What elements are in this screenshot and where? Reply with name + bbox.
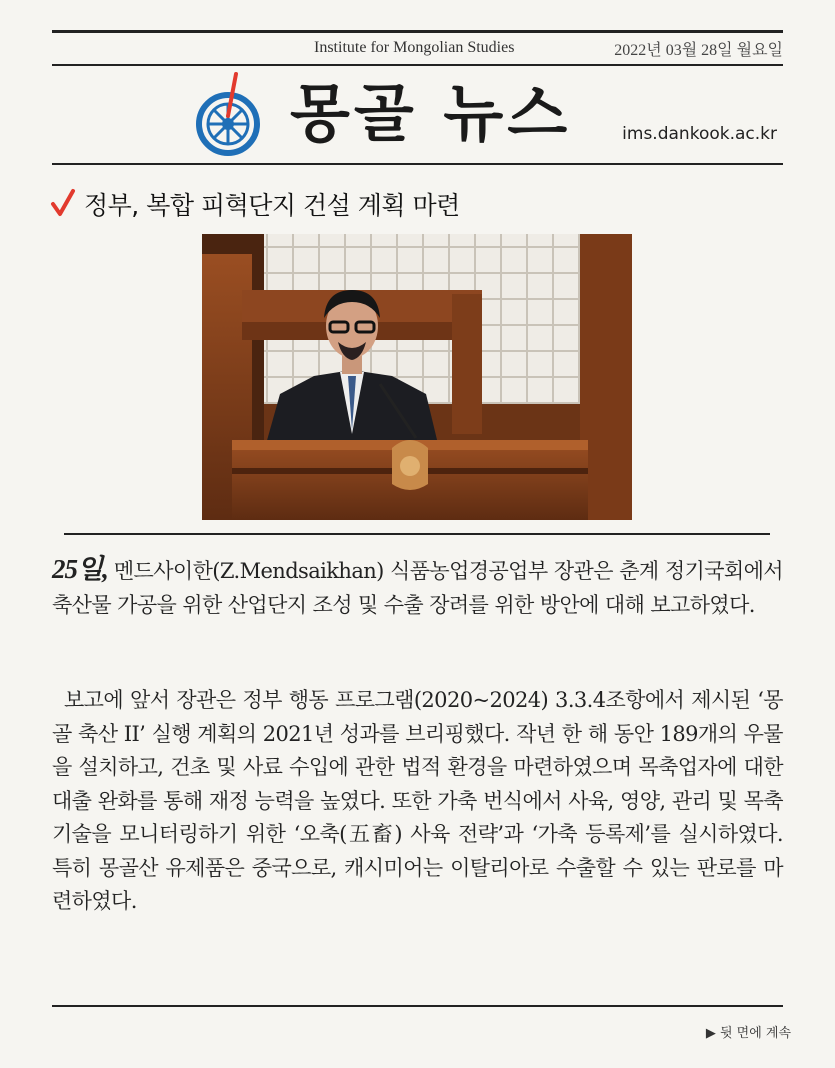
headline-text: 정부, 복합 피혁단지 건설 계획 마련 xyxy=(84,191,460,220)
masthead-top-rule xyxy=(52,64,783,66)
paper-title: 몽골 뉴스 xyxy=(290,77,572,150)
article-paragraph-1 xyxy=(52,553,783,622)
article-paragraph-2: 보고에 앞서 장관은 정부 행동 프로그램(2020~2024) 3.3.4조항에서 제시된 ‘몽골 축산 II’ 실행 계획의 2021년 성과를 브리핑했다. 작년 한 해 동안 189개의 우물을 설치하고, 건초 및 사료 수입에 관한 법적 환경을 마련하였으며 목축업자에 대한 대출 완화를 통해 재정 능력을 높였다. 또한 가축 번식에서 사육, 영양, 관리 및 목축 기술을 모니터링하기 위한 ‘오축(五畜) 사육 전략’과 ‘가축 등록제’를 실시하였다. 특히 몽골산 유제품은 중국으로, 캐시미어는 이탈리아로 수출할 수 있는 판로를 마련하였다. xyxy=(52,688,783,913)
headline xyxy=(50,184,790,224)
site-url[interactable]: ims.dankook.ac.kr xyxy=(622,124,777,144)
logo-wheel-icon xyxy=(192,70,264,158)
top-rule xyxy=(52,30,783,33)
article-photo xyxy=(202,234,632,520)
lead-date: 25일, xyxy=(52,554,108,584)
checkmark-icon xyxy=(50,188,76,218)
photo-illustration xyxy=(202,234,632,520)
top-meta-bar xyxy=(52,37,783,61)
paragraph-1-text: 멘드사이한(Z.Mendsaikhan) 식품농업경공업부 장관은 춘계 정기국회에서 축산물 가공을 위한 산업단지 조성 및 수출 장려를 위한 방안에 대해 보고하였다. xyxy=(52,559,783,617)
continue-note: ▶ 뒷 면에 계속 xyxy=(705,1026,791,1041)
bottom-rule xyxy=(52,1005,783,1007)
masthead xyxy=(52,70,783,160)
institute-name: Institute for Mongolian Studies xyxy=(314,39,515,56)
photo-bottom-rule xyxy=(64,533,770,535)
masthead-bottom-rule xyxy=(52,163,783,165)
issue-date: 2022년 03월 28일 월요일 xyxy=(614,42,783,59)
